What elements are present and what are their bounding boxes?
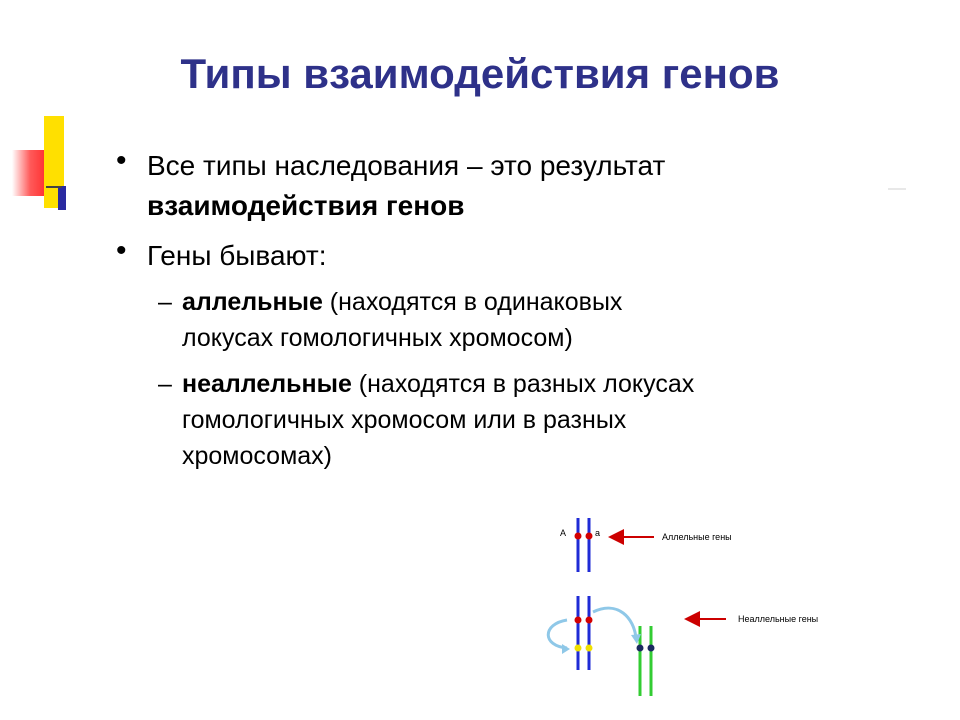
curved-arrow-left-icon bbox=[548, 620, 567, 648]
allele-a-label: a bbox=[595, 528, 601, 538]
dash-icon: – bbox=[158, 288, 172, 316]
bullet-2-text: Гены бывают: bbox=[147, 240, 327, 271]
gene-dark-left bbox=[637, 645, 644, 652]
subitem-nonallelic-line3: хромосомах) bbox=[182, 442, 332, 470]
gene-red-right bbox=[586, 617, 593, 624]
gene-A bbox=[575, 533, 582, 540]
nonallelic-chromosome-pair bbox=[575, 596, 593, 670]
dash-icon: – bbox=[158, 370, 172, 398]
curved-arrow-left-head-icon bbox=[562, 644, 570, 654]
bullet-dot-icon: • bbox=[116, 144, 127, 177]
subitem-nonallelic-bold: неаллельные bbox=[182, 370, 352, 398]
decor-line bbox=[46, 186, 62, 188]
subitem-allelic-text bbox=[182, 284, 622, 356]
bullet-dot-icon: • bbox=[116, 234, 127, 267]
decor-right-line bbox=[888, 188, 906, 190]
subitem-allelic-line2: локусах гомологичных хромосом) bbox=[182, 324, 573, 352]
label-nonallelic-genes: Неаллельные гены bbox=[738, 614, 819, 624]
bullet-1-bold: взаимодействия генов bbox=[147, 190, 465, 221]
subitem-nonallelic-line2: гомологичных хромосом или в разных bbox=[182, 406, 627, 434]
subitem-allelic-bold: аллельные bbox=[182, 288, 323, 316]
chromosome-diagram bbox=[540, 508, 880, 703]
subitem-nonallelic-rest: (находятся в разных локусах bbox=[351, 370, 695, 398]
gene-yellow-left bbox=[575, 645, 582, 652]
subitem-nonallelic-text bbox=[182, 366, 694, 474]
allele-A-label: A bbox=[560, 528, 567, 538]
label-allelic-genes: Аллельные гены bbox=[662, 532, 732, 542]
decor-blue-bar bbox=[58, 186, 66, 210]
allelic-chromosome-pair bbox=[560, 518, 600, 572]
gene-red-left bbox=[575, 617, 582, 624]
bullet-1-text bbox=[147, 146, 665, 226]
gene-yellow-right bbox=[586, 645, 593, 652]
slide-title: Типы взаимодействия генов bbox=[180, 50, 780, 97]
subitem-allelic-rest: (находятся в одинаковых bbox=[322, 288, 623, 316]
gene-dark-right bbox=[648, 645, 655, 652]
curved-arrow-right-icon bbox=[593, 608, 636, 638]
gene-a bbox=[586, 533, 593, 540]
bullet-1-line1: Все типы наследования – это результат bbox=[147, 150, 666, 181]
